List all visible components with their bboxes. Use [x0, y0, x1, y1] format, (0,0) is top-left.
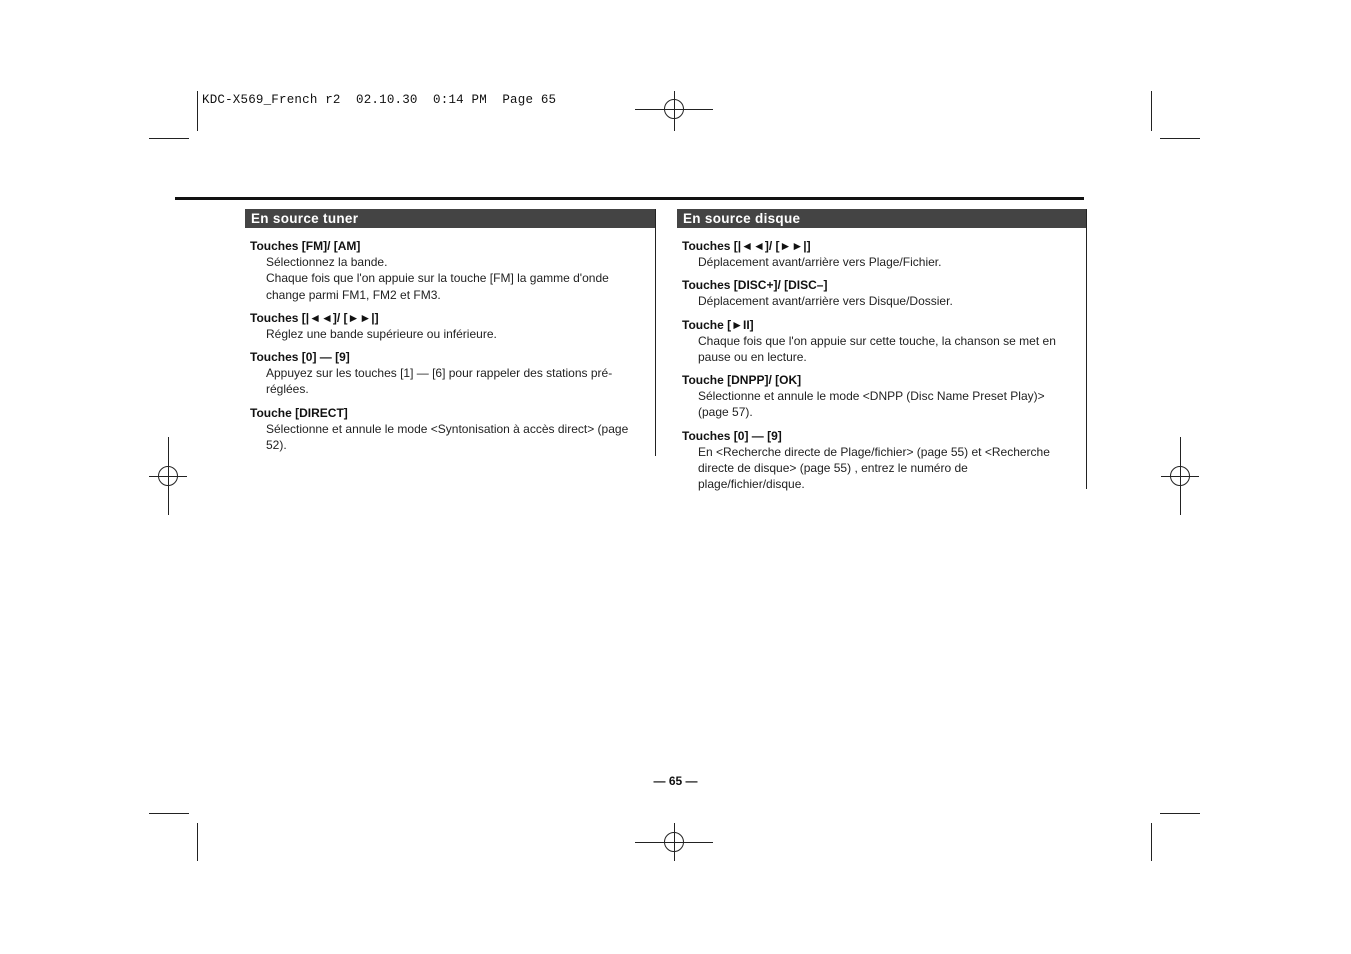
key-description: Sélectionne et annule le mode <DNPP (Disc Name Preset Play)> (page 57).	[698, 389, 1045, 420]
key-description: Sélectionne et annule le mode <Syntonisation à accès direct> (page 52).	[266, 421, 629, 453]
key-name: Touches [0] — [9]	[250, 350, 350, 365]
key-description: Déplacement avant/arrière vers Plage/Fichier.	[698, 255, 942, 269]
key-description: Chaque fois que l'on appuie sur cette touche, la chanson se met en pause ou en lecture.	[698, 333, 1056, 364]
print-slug: KDC-X569_French r2 02.10.30 0:14 PM Page 65	[202, 93, 557, 107]
disc-section-title: En source disque	[677, 209, 1086, 228]
tuner-item	[250, 405, 641, 454]
disc-item	[682, 317, 1072, 366]
key-name: Touches [DISC+]/ [DISC–]	[682, 278, 828, 293]
disc-items	[677, 228, 1086, 493]
disc-item	[682, 238, 1072, 270]
key-name: Touches [|◄◄]/ [►►|]	[682, 239, 811, 253]
key-name: Touche [DIRECT]	[250, 405, 348, 420]
key-description: Sélectionnez la bande. Chaque fois que l'on appuie sur la touche [FM] la gamme d'onde change parmi FM1, FM2 et FM3.	[266, 255, 609, 302]
key-name: Touches [0] — [9]	[682, 428, 782, 443]
key-description: Appuyez sur les touches [1] — [6] pour rappeler des stations pré-réglées.	[266, 366, 613, 397]
tuner-section	[245, 209, 656, 456]
key-name: Touche [►II]	[682, 317, 754, 332]
page-number: — 65 —	[653, 774, 698, 788]
key-name: Touches [|◄◄]/ [►►|]	[250, 310, 379, 325]
disc-item	[682, 428, 1072, 493]
tuner-item	[250, 310, 641, 342]
key-name: Touches [FM]/ [AM]	[250, 239, 361, 253]
header-rule	[175, 197, 1084, 200]
key-description: En <Recherche directe de Plage/fichier> (page 55) et <Recherche directe de disque> (page 55) , entrez le numéro de plage/fichier/disque.	[698, 444, 1050, 492]
key-name: Touche [DNPP]/ [OK]	[682, 373, 802, 388]
tuner-item	[250, 349, 641, 398]
tuner-item	[250, 238, 641, 303]
tuner-items	[245, 228, 655, 453]
key-description: Déplacement avant/arrière vers Disque/Dossier.	[698, 294, 953, 309]
disc-section	[677, 209, 1087, 492]
disc-item	[682, 277, 1072, 309]
key-description: Réglez une bande supérieure ou inférieure.	[266, 326, 497, 341]
disc-item	[682, 372, 1072, 421]
tuner-section-title: En source tuner	[245, 209, 655, 228]
